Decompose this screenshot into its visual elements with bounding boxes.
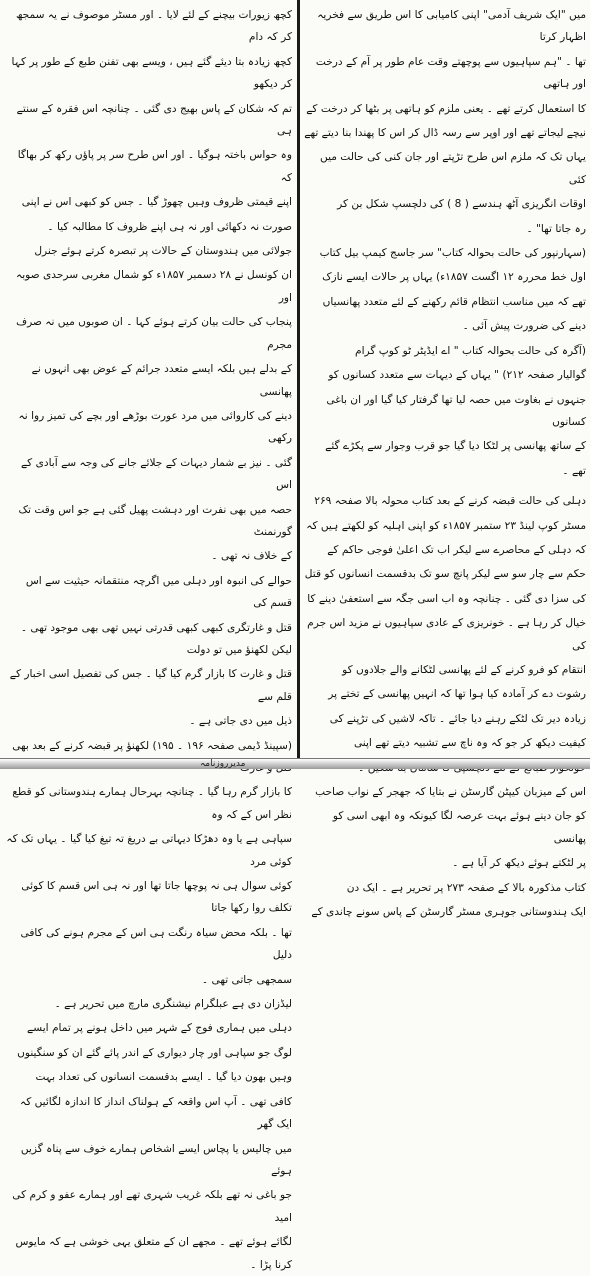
left-column-line: کافی تھی ۔ آپ اس واقعہ کے ہولناک انداز کا اندازہ لگائیں کہ ایک گھر <box>19 1095 292 1131</box>
left-column-line: وہیں بھون دیا گیا ۔ ایسے بدقسمت انسانوں کی تعداد بہت <box>35 1071 292 1084</box>
left-column-line: کا بازار گرم رہا گیا ۔ چنانچہ بہرحال ہمارے ہندوستانی کو قطع نظر اس کے کہ وہ <box>12 786 292 821</box>
right-column-line: (آگرہ کی حالت بحوالہ کتاب " اے ایڈیٹر ٹو کوپ گرام <box>355 344 586 357</box>
right-column-line: مسٹر کوپ لینڈ ۲۳ ستمبر ۱۸۵۷ء کو اپنی اہلیہ کو لکھتے ہیں کہ <box>306 519 586 532</box>
left-column-line: جولائی میں ہندوستان کے حالات پر تبصرہ کرتے ہوئے جنرل <box>34 245 292 258</box>
right-column-line: کے ساتھ پھانسی پر لٹکا دیا گیا جو قرب وجوار سے پکڑے گئے <box>325 440 586 453</box>
right-column-line: اول خط محررہ ۱۲ اگست ۱۸۵۷ء) یہاں پر حالات ایسے نازک <box>322 271 586 284</box>
right-column-line: رہ جاتا تھا" ۔ <box>526 222 586 235</box>
right-column-line: کی سزا دی گئی ۔ چنانچہ وہ اب اسی جگہ سے استعفیٰ دینے کا <box>307 592 586 605</box>
right-column-line: جنہوں نے بغاوت میں حصہ لیا تھا گرفتار کیا گیا اور ان باغی کسانوں <box>326 393 586 428</box>
right-column-line: انتقام کو فرو کرنے کے لئے پھانسی لٹکانے والے جلادوں کو <box>342 663 586 676</box>
left-column-line: لوگ جو سپاہی اور چار دیواری کے اندر پائے گئے ان کو سنگینوں <box>17 1046 292 1059</box>
right-column-line: تھے ۔ <box>562 464 586 477</box>
left-column-line: اپنے قیمتی ظروف وہیں چھوڑ گیا ۔ جس کو کبھی اس نے اپنی <box>21 196 292 209</box>
left-column-line: لگائے ہوئے تھے ۔ مجھے ان کے متعلق یہی خوشی ہے کہ مایوس کرنا پڑا ۔ <box>15 1236 292 1271</box>
right-column-line: دینے کی ضرورت پیش آئی ۔ <box>462 320 586 333</box>
left-column-line: کوئی سوال ہی نہ پوچھا جاتا تھا اور نہ ہی اس قسم کا کوئی تکلف روا رکھا جاتا <box>21 880 292 915</box>
left-column-line: حوالے کی انبوہ اور دہلی میں اگرچہ منتقمانہ حیثیت سے اس قسم کی <box>25 574 292 610</box>
right-column-line: اس کے میزبان کیپٹن گارسٹن نے بتایا کہ جھجر کے نواب صاحب <box>315 786 586 798</box>
left-column-line: لیڈزان دی ہے عبلگرام نیشنگری مارچ میں تحریر ہے ۔ <box>54 998 292 1011</box>
left-column-line: (سپینڈ ڈیمی صفحہ ۱۹۶ ۔ ۱۹۵) لکھنؤ پر قبضہ کرنے کے بعد بھی <box>12 739 292 752</box>
right-column-line: تھا ۔ "ہم سپاہیوں سے پوچھتے وقت عام طور پر آم کے درخت اور ہاتھی <box>315 55 586 91</box>
left-column-line: سمجھی جاتی تھی ۔ <box>201 973 292 986</box>
right-column-line: (سہارنپور کی حالت بحوالہ کتاب" سر جاسج کیمپ بیل کتاب <box>319 247 586 260</box>
right-column-line: نیچے لیجاتے تھے اور اوپر سے رسہ ڈال کر اس کا پھندا بنا دیتے تھے <box>304 127 586 140</box>
right-column <box>303 4 586 919</box>
right-column-line: کیفیت دیکھ کر جو کہ وہ ناچ سے تشبیہ دیتے تھے اپنی <box>353 737 586 750</box>
right-column-line: خیال کر رہا ہے ۔ خونریزی کے عادی سپاہیوں نے مزید اس جرم کی <box>307 617 586 652</box>
left-column-line: میں چالیس یا پچاس ایسے اشخاص ہمارے خوف سے پناہ گزیں ہوئے <box>20 1142 292 1177</box>
left-column-line: کے بدلے ہیں بلکہ ایسے متعدد جرائم کے عوض بھی انہوں نے پھانسی <box>31 363 292 398</box>
left-column-line: دینے کی کاروائی میں مرد عورت بوڑھے اور بچے کی تمیز روا نہ رکھی <box>18 409 292 445</box>
left-column-line: وہ حواس باختہ ہوگیا ۔ اور اس طرح سر پر پاؤں رکھ کر بھاگا کہ <box>17 149 292 184</box>
left-column-line: جو باغی نہ تھے بلکہ غریب شہری تھے اور ہمارے عفو و کرم کی امید <box>12 1189 292 1224</box>
right-column-line: پر لٹکتے ہوئے دیکھ کر آیا ہے ۔ <box>452 857 586 870</box>
left-column-line: صورت نہ دکھائی اور نہ ہی اپنے ظروف کا مطالبہ کیا ۔ <box>47 220 292 233</box>
left-column-line: کچھ زیورات بیچنے کے لئے لایا ۔ اور مسٹر موصوف نے یہ سمجھ کر کہ دام <box>15 9 292 44</box>
right-column-line: رشوت دے کر آمادہ کیا ہوا تھا کہ انہیں پھانسی کے تختے پر <box>328 688 586 701</box>
left-column-line: تم کہ شکان کے پاس بھیج دی گئی ۔ چنانچہ اس فقرہ کے سنتے ہی <box>16 102 292 138</box>
right-column-line: یہاں تک کہ ملزم اس طرح تڑپتے اور جان کنی کی حالت میں کئی <box>320 151 586 186</box>
left-column-line: گئی ۔ نیز بے شمار دیہات کے جلائے جانے کی وجہ سے آبادی کے اس <box>20 456 292 492</box>
right-column-line: اوقات انگریزی آٹھ ہندسے ( 8 ) کی دلچسپ شکل بن کر <box>337 198 586 211</box>
right-column-line: تھے کہ میں مناسب انتظام قائم رکھنے کے لئے متعدد پھانسیاں <box>322 295 586 308</box>
right-column-line: کتاب مذکورہ بالا کے صفحہ ۲۷۳ پر تحریر ہے ۔ ایک دن <box>346 881 586 894</box>
right-column-line: کہ دہلی کے محاصرے سے لیکر اب تک اعلیٰ فوجی حاکم کے <box>327 543 586 556</box>
right-column-line: حکم سے چار سو سے لیکر پانچ سو تک بدقسمت انسانوں کو قتل <box>304 568 586 581</box>
left-column-line: ان کونسل نے ۲۸ دسمبر ۱۸۵۷ء کو شمال مغربی سرحدی صوبہ اور <box>16 269 292 304</box>
column-divider <box>297 0 300 760</box>
right-column-line: میں "ایک شریف آدمی" اپنی کامیابی کا اس طریق سے فخریہ اظہار کرتا <box>317 9 586 44</box>
right-column-line: ایک ہندوستانی جوہری مسٹر گارسٹن کے پاس سونے چاندی کے <box>311 906 586 919</box>
left-column-line: کچھ زیادہ بتا دیئے گئے ہیں ، ویسے بھی تفنن طبع کے طور پر کہا کر دیکھو <box>11 55 292 91</box>
right-column-line: گوالیار صفحہ ۲۱۲) " یہاں کے دیہات سے متعدد کسانوں کو <box>328 369 586 382</box>
left-column-line: ذیل میں دی جاتی ہے ۔ <box>189 715 292 728</box>
left-column-line: دہلی میں ہماری فوج کے شہر میں داخل ہونے پر تمام ایسے <box>27 1022 292 1035</box>
left-column-line: پنجاب کی حالت بیان کرتے ہوئے کہا ۔ ان صوبوں میں نہ صرف مجرم <box>16 316 292 351</box>
left-column-line: قتل و غارتگری کبھی کبھی قدرتی نہیں تھی بھی موجود تھی ۔ لیکن لکھنؤ میں تو دولت <box>20 621 292 656</box>
left-column-line: قتل و غارت کا بازار گرم کیا گیا ۔ جس کی تفصیل اسی اخبار کے قلم سے <box>9 668 292 703</box>
footer-strip <box>0 758 590 769</box>
right-column-line: کا استعمال کرتے تھے ۔ یعنی ملزم کو ہاتھی پر بٹھا کر درخت کے <box>306 102 586 115</box>
right-column-line: دہلی کی حالت قبضہ کرنے کے بعد کتاب محولہ بالا صفحہ ۲۶۹ <box>314 495 586 508</box>
right-column-line: زیادہ دیر تک لٹکے رہنے دیا جائے ۔ تاکہ لاشیں کی تڑپنے کی <box>329 712 586 725</box>
left-column-line: حصہ میں بھی نفرت اور دہشت پھیل گئی ہے جو اس وقت تک گورنمنٹ <box>18 503 292 538</box>
right-column-line: کو جان دینے ہوئے بہت عرصہ لگا کیونکہ وہ ابھی اسی کو پھانسی <box>332 810 586 845</box>
footer-text: مدیرروزنامہ <box>200 759 246 769</box>
left-column-line: تھا ۔ بلکہ محض سیاہ رنگت ہی اس کے مجرم ہونے کی کافی دلیل <box>20 926 292 962</box>
left-column-line: سپاہی ہے یا وہ دھڑکا دیہاتی بے دریغ تہ تیغ کیا گیا ۔ یہاں تک کہ کوئی مرد <box>6 833 292 868</box>
left-column-line: کے خلاف نہ تھی ۔ <box>211 550 292 563</box>
